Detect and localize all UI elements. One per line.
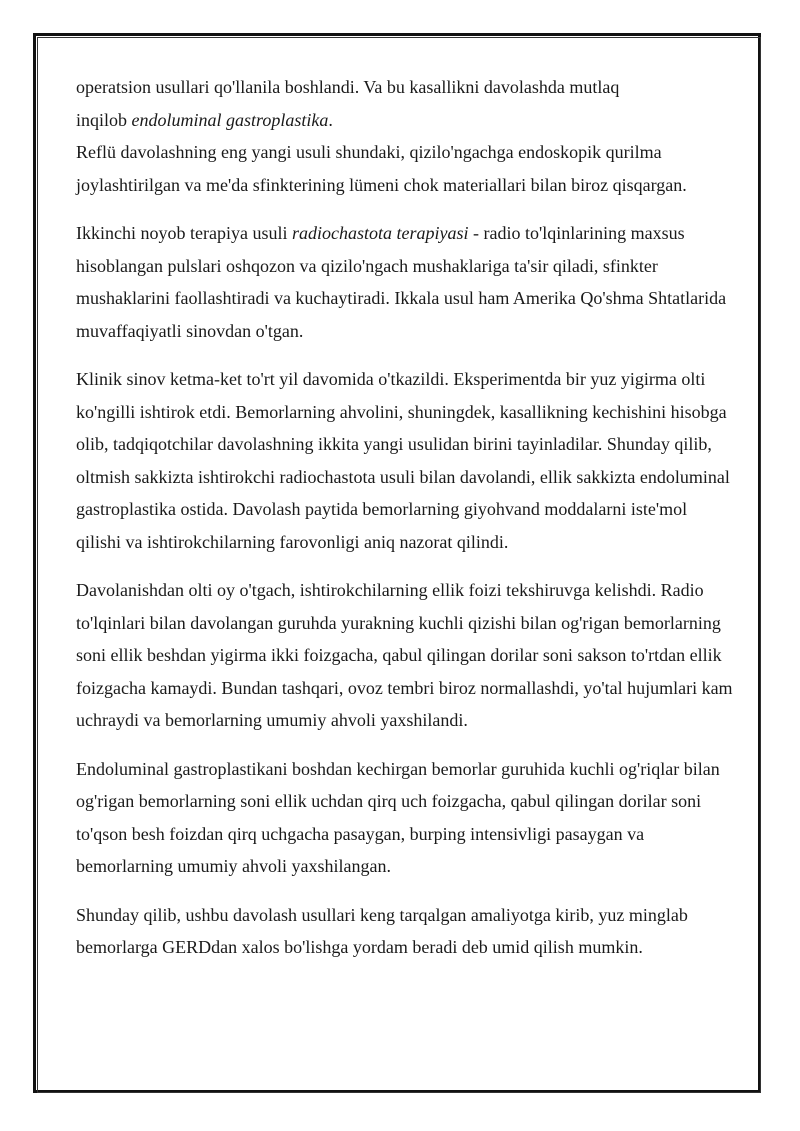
paragraph-1-line-1: operatsion usullari qo'llanila boshlandi. Va bu kasallikni davolashda mutlaq [76,77,620,97]
document-body [76,71,736,980]
paragraph-6: Endoluminal gastroplastikani boshdan kechirgan bemorlar guruhida kuchli og'riqlar bilan og'rigan bemorlarning soni ellik uchdan qirq uch foizgacha, qabul qilingan dorilar soni to'qson besh foizdan qirq uchgacha pasaygan, burping intensivligi pasaygan va bemorlarning umumiy ahvoli yaxshilangan. [76,758,720,876]
paragraph-1-text: inqilob [76,109,132,130]
paragraph-5: Davolanishdan olti oy o'tgach, ishtirokchilarning ellik foizi tekshiruvga kelishdi. Radio to'lqinlari bilan davolangan guruhda yurakning kuchli qizishi bilan og'rigan bemorlarning soni ellik beshdan yigirma ikki foizgacha, qabul qilingan dorilar soni sakson to'rtdan ellik foizgacha kamaydi. Bundan tashqari, ovoz tembri biroz normallashdi, yo'tal hujumlari kam uchraydi va bemorlarning umumiy ahvoli yaxshilandi. [76,580,733,730]
paragraph-3 [76,217,736,347]
paragraph-3-emphasis: radiochastota terapiyasi [291,223,469,243]
paragraph-3-rest: - radio to'lqinlarining maxsus hisoblangan pulslari oshqozon va qizilo'ngach mushaklariga ta'sir qiladi, sfinkter mushaklarini faollashtiradi va kuchaytiradi. Ikkala usul ham Amerika Qo'shma Shtatlarida muvaffaqiyatli sinovdan o'tgan. [76,223,727,341]
paragraph-4: Klinik sinov ketma-ket to'rt yil davomida o'tkazildi. Eksperimentda bir yuz yigirma olti ko'ngilli ishtirok etdi. Bemorlarning ahvolini, shuningdek, kasallikning kechishini hisobga olib, tadqiqotchilar davolashning ikkita yangi usulidan birini tayinladilar. Shunday qilib, oltmish sakkizta ishtirokchi radiochastota usuli bilan davolandi, ellik sakkizta endoluminal gastroplastika ostida. Davolash paytida bemorlarning giyohvand moddalarni iste'mol qilishi va ishtirokchilarning farovonligi aniq nazorat qilindi. [76,369,730,552]
paragraph-7: Shunday qilib, ushbu davolash usullari keng tarqalgan amaliyotga kirib, yuz minglab bemorlarga GERDdan xalos bo'lishga yordam beradi deb umid qilish mumkin. [76,904,688,957]
paragraph-2: Reflü davolashning eng yangi usuli shundaki, qizilo'ngachga endoskopik qurilma joylashtirilgan va me'da sfinkterining lümeni chok materiallari bilan biroz qisqargan. [76,142,687,195]
paragraph-1-emphasis: endoluminal gastroplastika [131,109,329,130]
paragraph-1-end: . [328,109,333,130]
paragraph-3-text: Ikkinchi noyob terapiya usuli [76,223,292,243]
paragraph-1 [76,71,736,136]
